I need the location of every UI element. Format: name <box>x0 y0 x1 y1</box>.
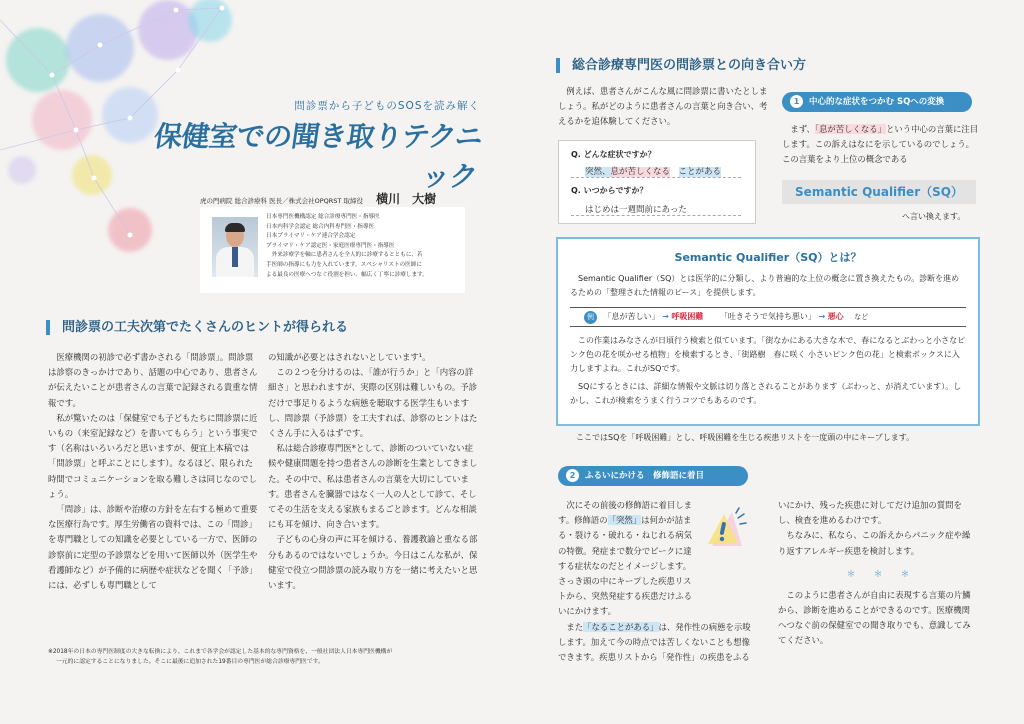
a1-answer: 突然、息が苦しくなる ことがある <box>585 167 722 177</box>
point1-text: まず、「息が苦しくなる」という中心の言葉に注目します。この訴えはなにを示しているのでしょう。この言葉をより上位の概念である <box>782 124 979 165</box>
sq-summary: ここではSQを「呼吸困難」とし、呼吸困難を生じる疾患リストを一度頭の中にキープします。 <box>576 433 915 442</box>
sq-box-title: Semantic Qualifier（SQ）とは？ <box>674 251 862 264</box>
point2-column-1: 次にその前後の修飾語に着目します。修飾語の「突然」は何かが詰まる・裂ける・破れる・ねじれる病気の特徴。発症まで数分でピークに達する症状なのだとイメージします。さっき頭の中にキープした疾患リストから、突然発症する疾患だけふるいにかけます。 また「なることがある」は、発作性の病態を示唆します。加えて今の時点では苦しくないことも想像できます。疾患リストから「発作性」の疾患をふる <box>558 500 751 663</box>
section1-column-1: 医療機関の初診で必ず書かされる「問診票」。問診票は診察のきっかけであり、話題の中心であり、患者さんが伝えたいことが患者さんの言葉で記録される貴重な情報です。 私が驚いたのは「保健室でも子どもたちに問診票に近いもの（来室記録など）を書いてもらう」という事実です（名称はいろいろだと思いますが、便宜上本稿では「問診票」と呼ぶことにします）。なるほど、限られた時間でコミュニケーションを取る難しさは同じなのでしょう。 「問診」は、診断や治療の方針を左右する極めて重要な医療行為です。厚生労働省の資料では、この「問診」を専門職としての知識を必要としている一方で、医師の診察前に定型の予診票などを用いて医師以外（医学生や看護師など）が予備的に病歴や症状などを聞く「予診」には、必ずしも専門職として <box>48 352 258 591</box>
footnote: ※2018年の日本の専門医制度の大きな転換により、これまで各学会が認定した基本的な専門資格を、一般社団法人日本専門医機構が 一元的に認定することになりました。そこに最後に追加された19番目の専門医が総合診療専門医です。 <box>48 649 393 665</box>
section1-column-2: の知識が必要とはされないとしています¹。 この２つを分けるのは、「誰が行うか」と「内容の詳細さ」と思われますが、実際の区別は難しいもの。予診だけで事足りるような病態を聴取する医学生もいますし、問診票（予診票）を工夫すれば、診察のヒントはたくさん手に入るはずです。 私は総合診療専門医*として、診断のついていない症候や健康問題を持つ患者さんの診断を生業としてきました。その中で、私は患者さんの言葉を大切にしています。患者さんを臓器ではなく一人の人として診て、そしてその生活を支える家族もまるごと診ます。どんな相談にも耳を傾け、向き合います。 子どもの心身の声に耳を傾ける、養護教諭と重なる部分もあるのではないでしょうか。今日はこんな私が、保健室で役立つ問診票の読み取り方を一緒に考えたいと思います。 <box>268 352 478 591</box>
a2-answer: はじめは一週間前にあった <box>585 205 687 215</box>
point2-label: 2 ふるいにかける 修飾語に着目 <box>558 466 748 486</box>
q1-label: Q. どんな症状ですか？ <box>571 150 656 159</box>
sq-box: Semantic Qualifier（SQ） <box>782 180 976 204</box>
intro-text: 例えば、患者さんがこんな風に問診票に書いたとしましょう。私がどのように患者さんの言葉と向き合い、考えるかを追体験してください。 <box>558 86 768 127</box>
point1-number: 1 <box>790 95 803 108</box>
section-break-stars: ＊ ＊ ＊ <box>846 569 910 580</box>
point1-label: 1 中心的な症状をつかむ SQへの変換 <box>782 92 972 112</box>
section-heading-approach: 総合診療専門医の問診票との向き合い方 <box>556 58 806 73</box>
sq-note: SQにするときには、詳細な情報や文脈は切り落とされることがあります（ぶわっと、が消えています）。しかし、これが検索をうまく行うコツでもあるのです。 <box>570 382 962 405</box>
section-heading-questionnaire: 問診票の工夫次第でたくさんのヒントが得られる <box>46 320 348 335</box>
questionnaire-example <box>558 140 756 224</box>
right-page <box>512 0 1024 724</box>
author-name: 横川 大樹 <box>376 192 437 206</box>
sq-definition: Semantic Qualifier（SQ）とは医学的に分類し、より普遍的な上位の概念に置き換えたもの。診断を進めるための「整理された情報のピース」を提供します。 <box>570 274 960 297</box>
author-card <box>200 207 465 293</box>
article-title: 保健室での聞き取りテクニック <box>151 120 485 193</box>
author-bio: 日本専門医機構認定 総合診療専門医・指導医 日本内科学会認定 総合内科専門医・指導医 日本プライマリ・ケア連合学会認定 プライマリ・ケア認定医・家庭医療専門医・指導医 外来診療学を軸に患者さんを全人的に診療するとともに、若 手医師の指導にも力を入れています。スペシャリストの医師に よる最良の医療へつなぐ役割を担い、幅広く丁寧に診療します。 <box>266 214 428 278</box>
author-affiliation: 虎の門病院 総合診療科 医長／株式会社OPQRST 取締役 <box>200 197 363 205</box>
q2-label: Q. いつからですか？ <box>571 186 648 195</box>
sq-definition-box <box>556 237 980 426</box>
article-subtitle: 問診票から子どものSOSを読み解く <box>294 100 480 112</box>
point2-column-2: いにかけ、残った疾患に対してだけ追加の質問をし、検査を進めるわけです。 ちなみに、私なら、この訴えからパニック症や繰り返すアレルギー疾患を検討します。 ＊ ＊ ＊ このように患者さんが自由に表現する言葉の片鱗から、診断を進めることができるのです。医療機関へつなぐ前の保健室での聞き取りでも、意識してみてください。 <box>778 498 978 649</box>
example-badge: 例 <box>584 311 597 324</box>
author-photo <box>212 217 258 277</box>
sq-example-row: 例 「息が苦しい」 → 呼吸困難 「吐きそうで気持ち悪い」 → 悪心 など <box>570 307 966 327</box>
point1-after: へ言い換えます。 <box>902 212 966 221</box>
point2-number: 2 <box>566 469 579 482</box>
sq-search-analogy: この作業はみなさんが日頃行う検索と似ています。「街なかにある大きな木で、春になるとぶわっと小さなピンク色の花を咲かせる植物」を検索するとき、「街路樹 春に咲く 小さいピンク色の花」と検索ボックスに入力しますよね。これがSQです。 <box>570 336 966 373</box>
